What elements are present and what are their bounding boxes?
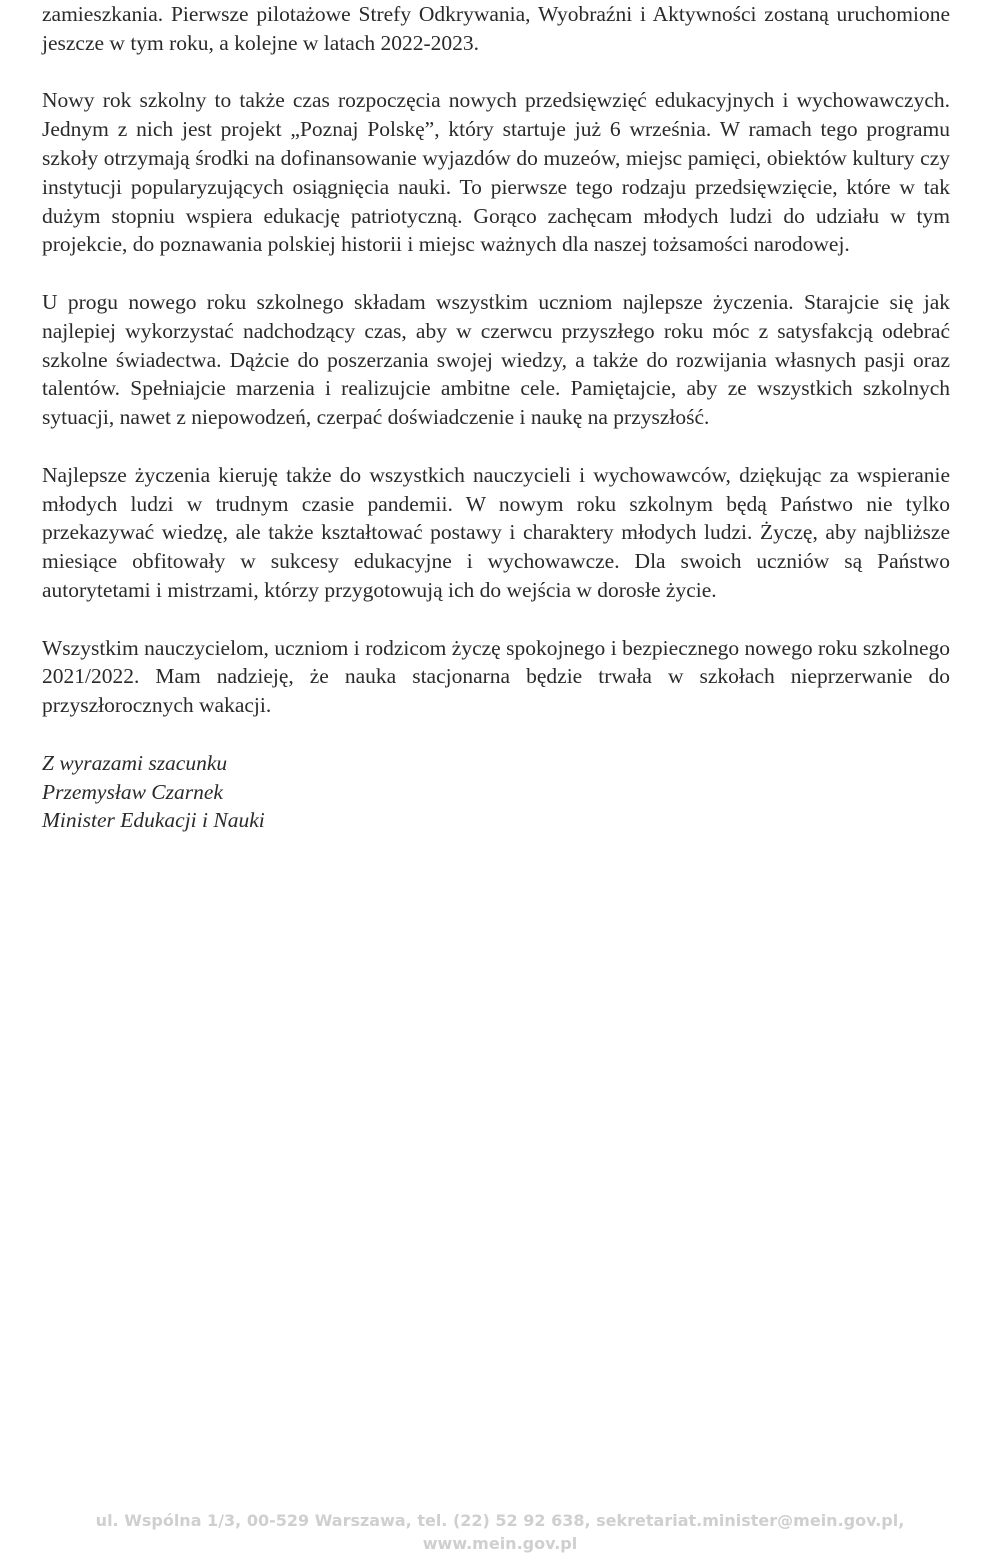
- signature-block: [42, 749, 950, 835]
- signature-title: Minister Edukacji i Nauki: [42, 808, 265, 833]
- page-footer: [0, 1509, 1000, 1555]
- signature-closing: Z wyrazami szacunku: [42, 750, 228, 775]
- paragraph-students-wishes: U progu nowego roku szkolnego składam wszystkim uczniom najlepsze życzenia. Starajcie się jak najlepiej wykorzystać nadchodzący czas, aby w czerwcu przyszłego roku móc z satysfakcją odebrać szkolne świadectwa. Dążcie do poszerzania swojej wiedzy, a także do rozwijania własnych pasji oraz talentów. Spełniajcie marzenia i realizujcie ambitne cele. Pamiętajcie, aby ze wszystkich szkolnych sytuacji, nawet z niepowodzeń, czerpać doświadczenie i naukę na przyszłość.: [42, 289, 950, 430]
- paragraph-intro-continuation: zamieszkania. Pierwsze pilotażowe Strefy Odkrywania, Wyobraźni i Aktywności zostaną uruchomione jeszcze w tym roku, a kolejne w latach 2022-2023.: [42, 2, 950, 55]
- footer-website: www.mein.gov.pl: [422, 1534, 578, 1553]
- footer-address: ul. Wspólna 1/3, 00-529 Warszawa, tel. (22) 52 92 638, sekretariat.minister@mein.gov.pl,: [95, 1511, 905, 1530]
- paragraph-closing-wishes: Wszystkim nauczycielom, uczniom i rodzicom życzę spokojnego i bezpiecznego nowego roku szkolnego 2021/2022. Mam nadzieję, że nauka stacjonarna będzie trwała w szkołach nieprzerwanie do przyszłorocznych wakacji.: [42, 635, 950, 718]
- paragraph-teachers-wishes: Najlepsze życzenia kieruję także do wszystkich nauczycieli i wychowawców, dziękując za wspieranie młodych ludzi w trudnym czasie pandemii. W nowym roku szkolnym będą Państwo nie tylko przekazywać wiedzę, ale także kształtować postawy i charaktery młodych ludzi. Życzę, aby najbliższe miesiące obfitowały w sukcesy edukacyjne i wychowawcze. Dla swoich uczniów są Państwo autorytetami i mistrzami, którzy przygotowują ich do wejścia w dorosłe życie.: [42, 462, 950, 602]
- letter-body: [42, 0, 950, 835]
- signature-name: Przemysław Czarnek: [42, 779, 223, 804]
- paragraph-poznaj-polske: Nowy rok szkolny to także czas rozpoczęcia nowych przedsięwzięć edukacyjnych i wychowawczych. Jednym z nich jest projekt „Poznaj Polskę”, który startuje już 6 września. W ramach tego programu szkoły otrzymają środki na dofinansowanie wyjazdów do muzeów, miejsc pamięci, obiektów kultury czy instytucji popularyzujących osiągnięcia nauki. To pierwsze tego rodzaju przedsięwzięcie, które w tak dużym stopniu wspiera edukację patriotyczną. Gorąco zachęcam młodych ludzi do udziału w tym projekcie, do poznawania polskiej historii i miejsc ważnych dla naszej tożsamości narodowej.: [42, 88, 950, 257]
